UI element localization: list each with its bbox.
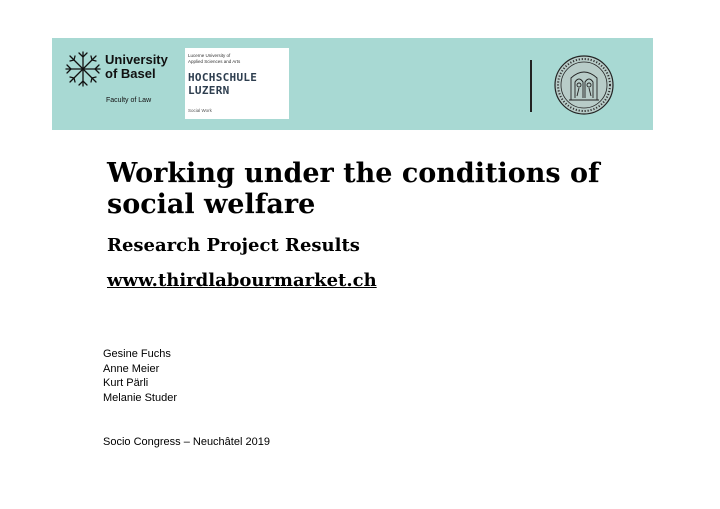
project-website-link[interactable]: www.thirdlabourmarket.ch bbox=[107, 270, 377, 291]
author-list bbox=[103, 347, 177, 405]
slide-title: Working under the conditions of social welfare bbox=[107, 158, 600, 220]
hochschule-luzern-logo bbox=[185, 48, 289, 119]
hslu-department: Social Work bbox=[188, 108, 212, 113]
conference-info: Socio Congress – Neuchâtel 2019 bbox=[103, 436, 270, 448]
hslu-subtitle: Lucerne University of Applied Sciences and Arts bbox=[188, 53, 241, 64]
university-seal-icon bbox=[553, 54, 615, 116]
university-name: University of Basel bbox=[105, 52, 168, 81]
author-name: Kurt Pärli bbox=[103, 377, 149, 389]
hslu-name: HOCHSCHULE LUZERN bbox=[188, 71, 258, 97]
logo-divider bbox=[530, 60, 532, 112]
slide-subtitle: Research Project Results bbox=[107, 235, 360, 256]
header-banner bbox=[52, 38, 653, 130]
star-snowflake-icon bbox=[64, 50, 102, 88]
author-name: Melanie Studer bbox=[103, 391, 177, 404]
university-of-basel-logo bbox=[64, 50, 180, 120]
author-name: Gesine Fuchs bbox=[103, 348, 171, 360]
author-name: Anne Meier bbox=[103, 362, 160, 375]
faculty-name: Faculty of Law bbox=[106, 97, 152, 104]
